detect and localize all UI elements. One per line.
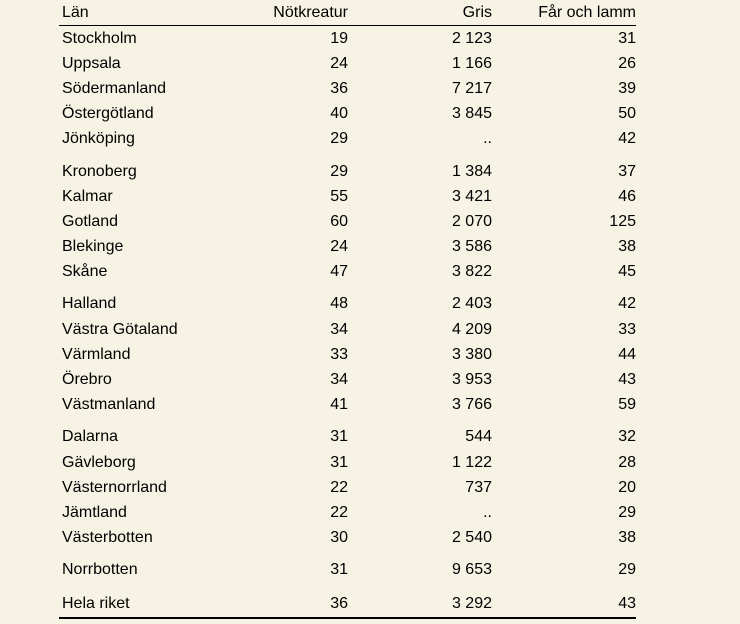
cell-notkreatur: 31 (330, 453, 348, 471)
cell-lan: Norrbotten (62, 561, 138, 579)
cell-gris: 4 209 (451, 320, 492, 338)
cell-gris: 2 123 (451, 29, 492, 47)
table-row (59, 127, 636, 152)
table-row (59, 393, 636, 418)
cell-gris: 3 380 (451, 345, 492, 363)
cell-lan: Halland (62, 295, 117, 313)
cell-far: 31 (618, 29, 636, 47)
cell-notkreatur: 24 (330, 54, 348, 72)
cell-notkreatur: 60 (330, 212, 348, 230)
cell-gris: 737 (465, 478, 492, 496)
cell-far: 28 (618, 453, 636, 471)
cell-notkreatur: 36 (330, 79, 348, 97)
cell-lan: Södermanland (62, 79, 167, 97)
cell-notkreatur: 24 (330, 238, 348, 256)
cell-gris: 3 953 (451, 371, 492, 389)
cell-gris: 3 766 (451, 396, 492, 414)
table-row (59, 292, 636, 317)
total-far: 43 (618, 594, 636, 612)
cell-far: 38 (618, 529, 636, 547)
table-row (59, 102, 636, 127)
table-row (59, 450, 636, 475)
table-row (59, 558, 636, 583)
table-row (59, 260, 636, 285)
cell-gris: 2 403 (451, 295, 492, 313)
cell-lan: Dalarna (62, 428, 119, 446)
header-gris: Gris (462, 3, 492, 21)
table-row (59, 342, 636, 367)
table-row (59, 526, 636, 551)
cell-lan: Jönköping (62, 130, 135, 148)
table-row (59, 500, 636, 525)
cell-far: 125 (609, 212, 636, 230)
cell-far: 59 (618, 396, 636, 414)
table-row (59, 76, 636, 101)
cell-notkreatur: 34 (330, 320, 348, 338)
cell-far: 33 (618, 320, 636, 338)
cell-notkreatur: 40 (330, 105, 348, 123)
cell-notkreatur: 31 (330, 428, 348, 446)
cell-far: 42 (618, 295, 636, 313)
header-lan: Län (62, 3, 89, 21)
cell-notkreatur: 30 (330, 529, 348, 547)
cell-gris: 3 586 (451, 238, 492, 256)
cell-far: 46 (618, 187, 636, 205)
cell-gris: .. (483, 503, 492, 521)
cell-notkreatur: 22 (330, 478, 348, 496)
cell-notkreatur: 33 (330, 345, 348, 363)
cell-lan: Stockholm (62, 29, 137, 47)
table-row (59, 475, 636, 500)
cell-far: 45 (618, 263, 636, 281)
cell-notkreatur: 41 (330, 396, 348, 414)
cell-notkreatur: 22 (330, 503, 348, 521)
total-notkreatur: 36 (330, 594, 348, 612)
cell-gris: 3 822 (451, 263, 492, 281)
cell-gris: 1 122 (451, 453, 492, 471)
cell-notkreatur: 29 (330, 130, 348, 148)
table-row (59, 425, 636, 450)
total-gris: 3 292 (451, 594, 492, 612)
cell-far: 29 (618, 503, 636, 521)
cell-gris: 3 845 (451, 105, 492, 123)
cell-gris: 544 (465, 428, 492, 446)
cell-far: 43 (618, 371, 636, 389)
total-row (59, 591, 636, 616)
cell-far: 50 (618, 105, 636, 123)
header-notkreatur: Nötkreatur (273, 3, 348, 21)
cell-gris: 2 540 (451, 529, 492, 547)
cell-gris: 7 217 (451, 79, 492, 97)
bottom-rule (59, 617, 636, 619)
cell-lan: Blekinge (62, 238, 124, 256)
table-row (59, 159, 636, 184)
cell-lan: Västra Götaland (62, 320, 178, 338)
cell-lan: Kalmar (62, 187, 113, 205)
table-row (59, 235, 636, 260)
table-row (59, 26, 636, 51)
cell-lan: Jämtland (62, 503, 127, 521)
table-row (59, 209, 636, 234)
cell-notkreatur: 31 (330, 561, 348, 579)
cell-lan: Gotland (62, 212, 119, 230)
header-far-och-lamm: Får och lamm (538, 3, 636, 21)
cell-lan: Gävleborg (62, 453, 136, 471)
cell-gris: 3 421 (451, 187, 492, 205)
cell-far: 26 (618, 54, 636, 72)
cell-far: 44 (618, 345, 636, 363)
cell-lan: Västmanland (62, 396, 156, 414)
cell-notkreatur: 19 (330, 29, 348, 47)
table-row (59, 51, 636, 76)
table-body (59, 26, 636, 583)
cell-gris: 2 070 (451, 212, 492, 230)
total-lan: Hela riket (62, 594, 130, 612)
cell-far: 42 (618, 130, 636, 148)
cell-lan: Västerbotten (62, 529, 153, 547)
table-row (59, 317, 636, 342)
cell-notkreatur: 47 (330, 263, 348, 281)
data-table (59, 0, 636, 619)
cell-lan: Östergötland (62, 105, 154, 123)
cell-lan: Örebro (62, 371, 112, 389)
cell-lan: Uppsala (62, 54, 121, 72)
cell-far: 32 (618, 428, 636, 446)
cell-gris: .. (483, 130, 492, 148)
cell-gris: 9 653 (451, 561, 492, 579)
cell-far: 39 (618, 79, 636, 97)
cell-notkreatur: 29 (330, 162, 348, 180)
cell-lan: Värmland (62, 345, 131, 363)
cell-gris: 1 384 (451, 162, 492, 180)
cell-far: 37 (618, 162, 636, 180)
cell-lan: Skåne (62, 263, 108, 281)
cell-notkreatur: 55 (330, 187, 348, 205)
table-header (59, 0, 636, 26)
cell-lan: Kronoberg (62, 162, 137, 180)
table-row (59, 184, 636, 209)
cell-notkreatur: 48 (330, 295, 348, 313)
table-row (59, 367, 636, 392)
cell-far: 20 (618, 478, 636, 496)
cell-far: 29 (618, 561, 636, 579)
cell-gris: 1 166 (451, 54, 492, 72)
cell-lan: Västernorrland (62, 478, 167, 496)
cell-far: 38 (618, 238, 636, 256)
cell-notkreatur: 34 (330, 371, 348, 389)
